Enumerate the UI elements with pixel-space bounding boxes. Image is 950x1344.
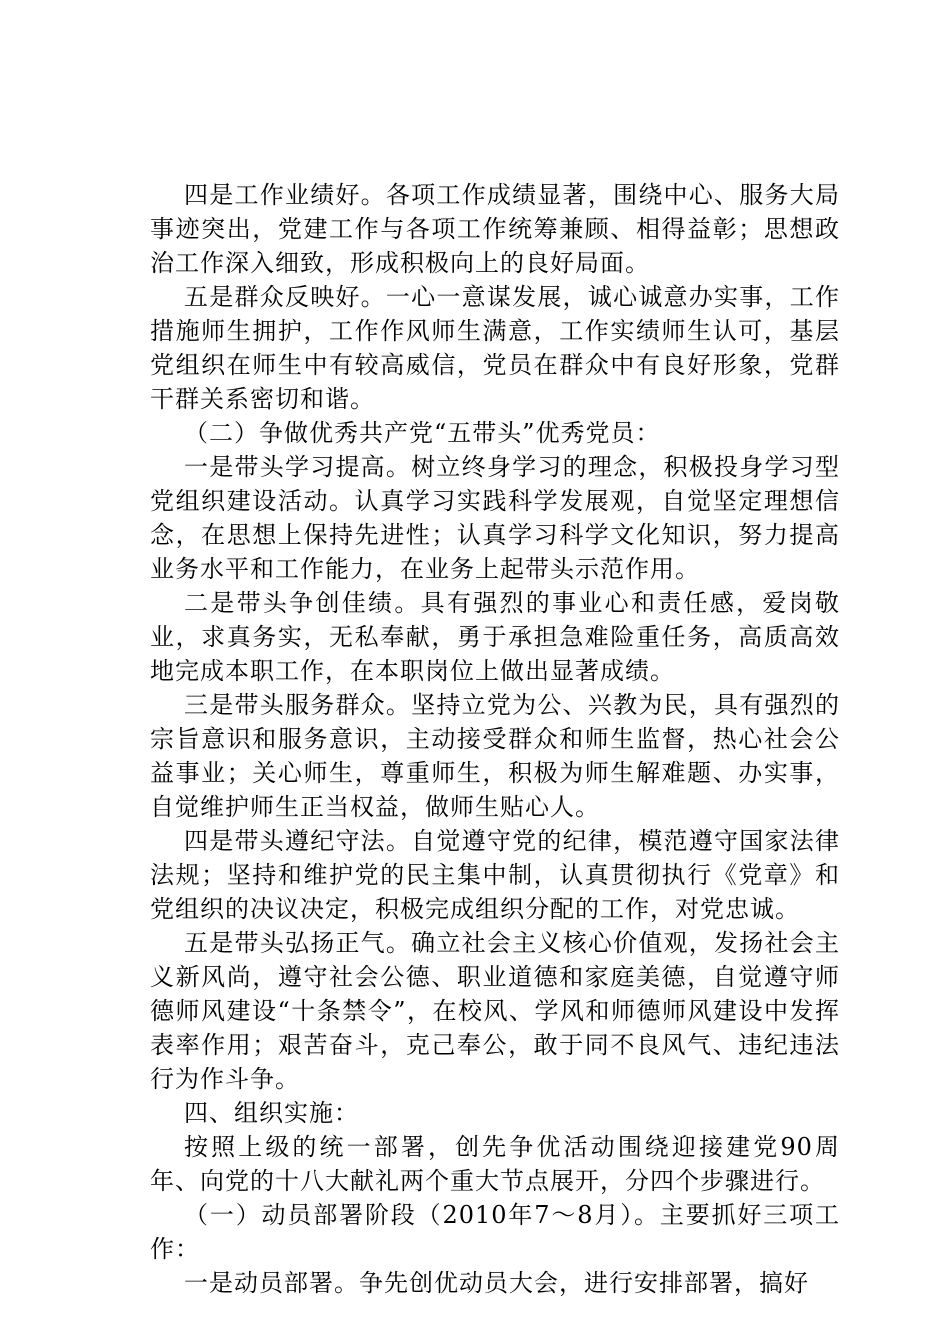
paragraph-stage-mobilization: （一）动员部署阶段（2010年7～8月）。主要抓好三项工作： (150, 1201, 840, 1263)
paragraph-achievement: 四是工作业绩好。各项工作成绩显著，围绕中心、服务大局事迹突出，党建工作与各项工作统筹兼顾、相得益彰；思想政治工作深入细致，形成积极向上的良好局面。 (150, 181, 840, 277)
paragraph-implementation-plan: 按照上级的统一部署，创先争优活动围绕迎接建党90周年、向党的十八大献礼两个重大节点展开，分四个步骤进行。 (150, 1133, 840, 1195)
document-body (150, 178, 840, 1300)
paragraph-lead-learning: 一是带头学习提高。树立终身学习的理念，积极投身学习型党组织建设活动。认真学习实践科学发展观，自觉坚定理想信念，在思想上保持先进性；认真学习科学文化知识，努力提高业务水平和工作能力，在业务上起带头示范作用。 (150, 453, 840, 583)
paragraph-lead-performance: 二是带头争创佳绩。具有强烈的事业心和责任感，爱岗敬业，求真务实，无私奉献，勇于承担急难险重任务，高质高效地完成本职工作，在本职岗位上做出显著成绩。 (150, 589, 840, 685)
paragraph-lead-service: 三是带头服务群众。坚持立党为公、兴教为民，具有强烈的宗旨意识和服务意识，主动接受群众和师生监督，热心社会公益事业；关心师生，尊重师生，积极为师生解难题、办实事，自觉维护师生正当权益，做师生贴心人。 (150, 691, 840, 821)
paragraph-lead-discipline: 四是带头遵纪守法。自觉遵守党的纪律，模范遵守国家法律法规；坚持和维护党的民主集中制，认真贯彻执行《党章》和党组织的决议决定，积极完成组织分配的工作，对党忠诚。 (150, 827, 840, 923)
paragraph-mobilization-deployment: 一是动员部署。争先创优动员大会，进行安排部署，搞好 (184, 1269, 809, 1297)
paragraph-lead-integrity: 五是带头弘扬正气。确立社会主义核心价值观，发扬社会主义新风尚，遵守社会公德、职业道德和家庭美德，自觉遵守师德师风建设“十条禁令”，在校风、学风和师德师风建设中发挥表率作用；艰苦奋斗，克己奉公，敢于同不良风气、违纪违法行为作斗争。 (150, 929, 840, 1093)
paragraph-public-feedback: 五是群众反映好。一心一意谋发展，诚心诚意办实事，工作措施师生拥护，工作作风师生满意，工作实绩师生认可，基层党组织在师生中有较高威信，党员在群众中有良好形象，党群干群关系密切和谐。 (150, 283, 840, 413)
paragraph-section-heading-five-leads: （二）争做优秀共产党“五带头”优秀党员： (184, 419, 661, 447)
paragraph-section-heading-implementation: 四、组织实施： (184, 1099, 359, 1127)
